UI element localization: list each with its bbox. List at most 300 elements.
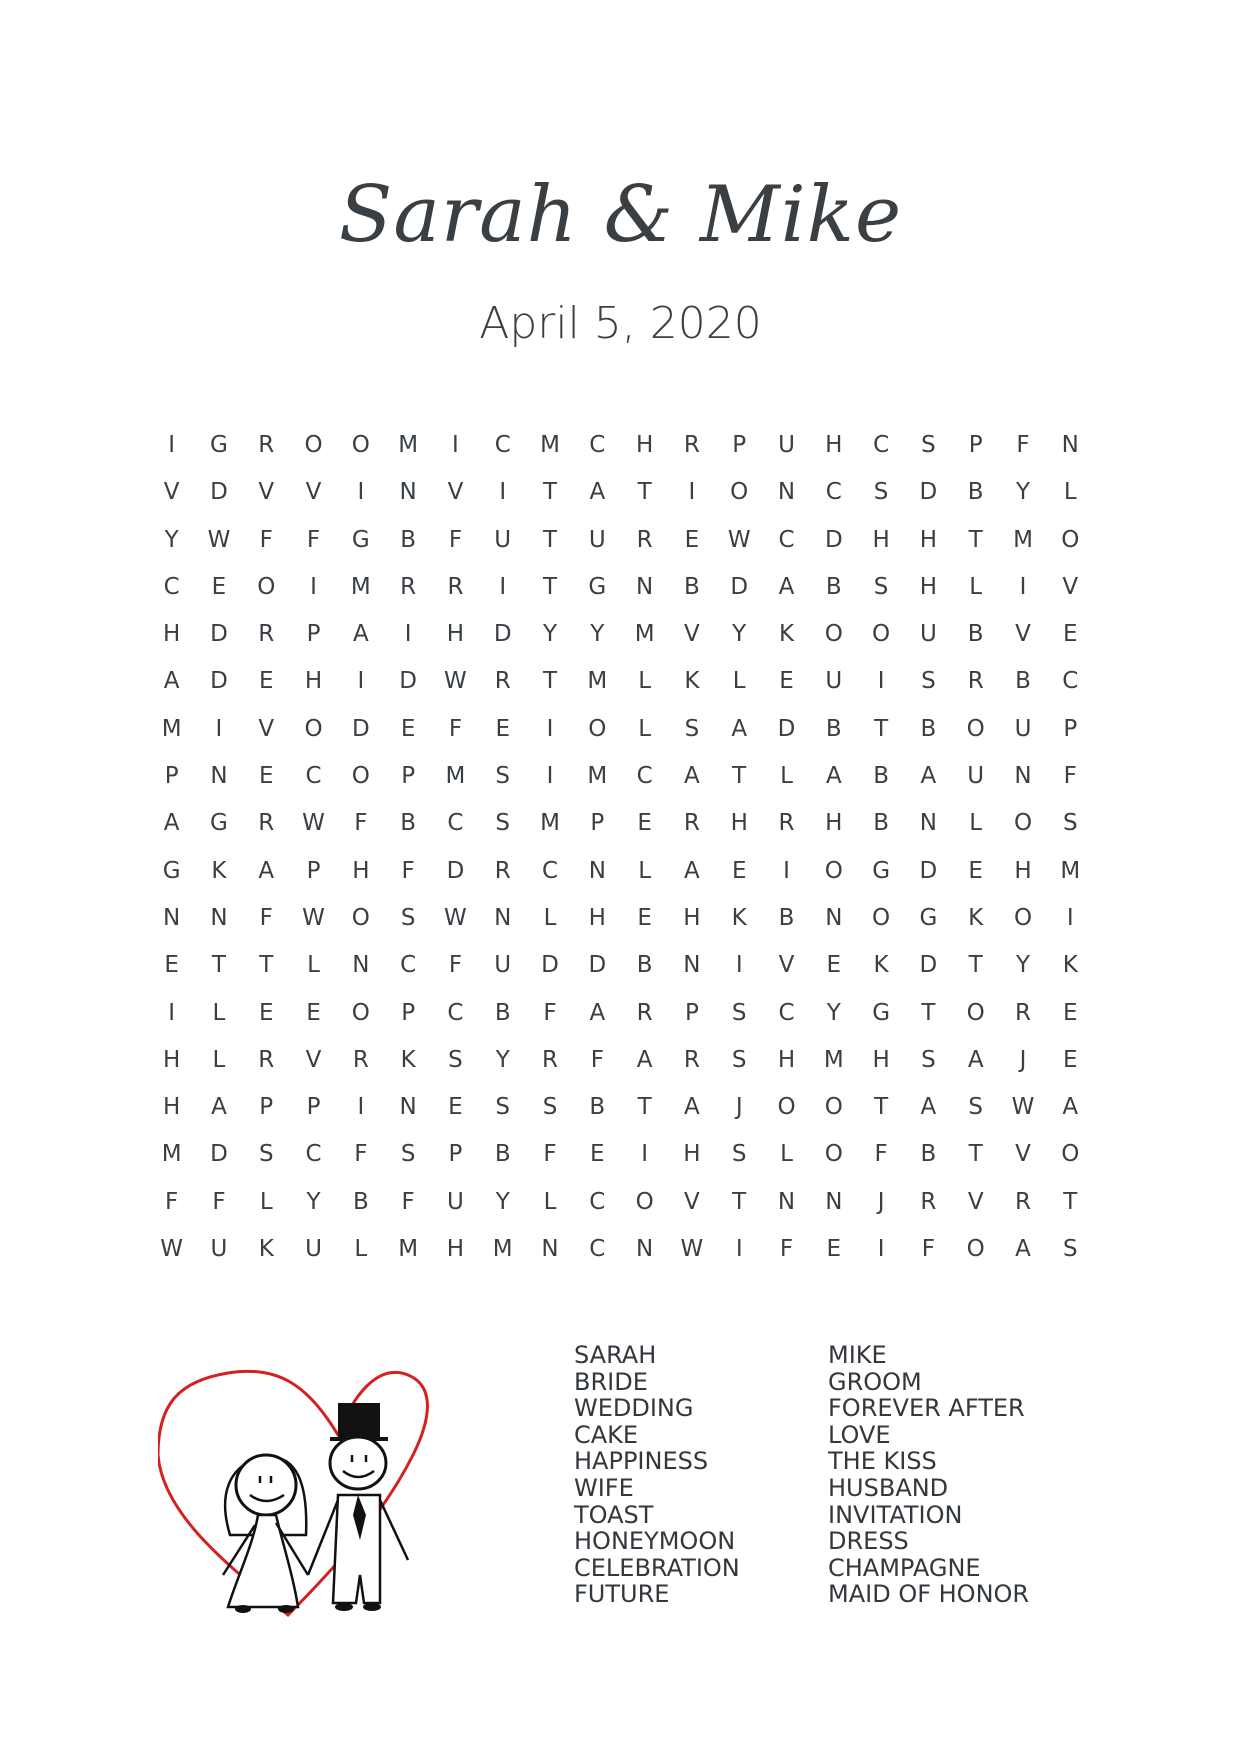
grid-letter: V bbox=[1015, 621, 1031, 648]
grid-letter: D bbox=[919, 479, 938, 506]
grid-letter: H bbox=[825, 810, 843, 837]
grid-letter: V bbox=[447, 479, 464, 506]
grid-letter: R bbox=[542, 1046, 559, 1073]
grid-letter: I bbox=[877, 668, 885, 695]
grid-letter: N bbox=[399, 479, 417, 506]
grid-letter: E bbox=[826, 952, 842, 979]
grid-letter: K bbox=[211, 857, 227, 884]
grid-letter: G bbox=[872, 857, 891, 884]
grid-letter: U bbox=[825, 668, 843, 695]
grid-letter: O bbox=[588, 715, 607, 742]
grid-letter: C bbox=[447, 810, 464, 837]
word-list-item: INVITATION bbox=[828, 1500, 963, 1529]
grid-letter: E bbox=[258, 763, 274, 790]
grid-letter: I bbox=[1066, 904, 1074, 931]
grid-letter: B bbox=[873, 810, 889, 837]
grid-letter: U bbox=[210, 1236, 228, 1263]
grid-letter: K bbox=[968, 904, 984, 931]
grid-letter: A bbox=[825, 763, 842, 790]
grid-letter: N bbox=[399, 1094, 417, 1121]
grid-letter: O bbox=[304, 432, 323, 458]
grid-letter: R bbox=[683, 432, 700, 458]
grid-letter: E bbox=[779, 668, 794, 695]
grid-letter: P bbox=[306, 857, 321, 884]
grid-letter: U bbox=[588, 526, 606, 553]
grid-letter: Y bbox=[1015, 479, 1031, 506]
grid-letter: H bbox=[1014, 857, 1032, 884]
grid-letter: D bbox=[493, 621, 512, 648]
grid-letter: E bbox=[637, 904, 652, 931]
grid-letter: O bbox=[872, 904, 891, 931]
grid-letter: N bbox=[163, 904, 181, 931]
grid-letter: T bbox=[921, 999, 936, 1026]
grid-letter: O bbox=[872, 621, 891, 648]
grid-letter: N bbox=[352, 952, 370, 979]
grid-letter: I bbox=[735, 1236, 743, 1263]
grid-letter: F bbox=[921, 1236, 936, 1263]
grid-letter: F bbox=[874, 1141, 888, 1168]
grid-letter: O bbox=[351, 904, 370, 931]
grid-letter: R bbox=[258, 621, 275, 648]
grid-letter: V bbox=[684, 1188, 700, 1215]
grid-letter: N bbox=[588, 857, 606, 884]
grid-letter: E bbox=[258, 999, 274, 1026]
grid-letter: C bbox=[778, 999, 795, 1026]
grid-letter: P bbox=[306, 621, 321, 648]
grid-letter: G bbox=[919, 904, 938, 931]
grid-letter: A bbox=[636, 1046, 653, 1073]
grid-letter: U bbox=[967, 763, 985, 790]
grid-letter: V bbox=[967, 1188, 984, 1215]
grid-letter: C bbox=[825, 479, 842, 506]
grid-letter: C bbox=[589, 1236, 606, 1263]
grid-letter: K bbox=[258, 1236, 274, 1263]
grid-letter: I bbox=[215, 715, 223, 742]
grid-letter: O bbox=[1061, 526, 1080, 553]
grid-letter: D bbox=[210, 621, 228, 648]
grid-letter: U bbox=[305, 1236, 322, 1263]
grid-letter: P bbox=[448, 1141, 463, 1168]
grid-letter: R bbox=[1015, 1188, 1031, 1215]
grid-letter: L bbox=[354, 1236, 368, 1263]
grid-letter: M bbox=[445, 763, 466, 790]
grid-letter: U bbox=[447, 1188, 464, 1215]
grid-letter: M bbox=[1013, 526, 1033, 553]
grid-letter: T bbox=[542, 573, 558, 600]
grid-letter: B bbox=[400, 526, 417, 553]
grid-letter: E bbox=[590, 1141, 605, 1168]
grid-letter: D bbox=[210, 1141, 228, 1168]
grid-letter: F bbox=[448, 952, 463, 979]
grid-letter: I bbox=[1019, 573, 1027, 600]
grid-letter: A bbox=[778, 573, 795, 600]
grid-letter: O bbox=[304, 715, 323, 742]
grid-letter: B bbox=[352, 1188, 369, 1215]
grid-letter: Y bbox=[306, 1188, 321, 1215]
grid-letter: O bbox=[1013, 904, 1033, 931]
grid-letter: R bbox=[967, 668, 984, 695]
grid-letter: R bbox=[400, 573, 417, 600]
word-search-grid bbox=[148, 430, 1094, 1281]
grid-letter: A bbox=[163, 810, 180, 837]
grid-letter: T bbox=[732, 763, 747, 790]
grid-letter: F bbox=[306, 526, 321, 553]
grid-letter: W bbox=[680, 1236, 704, 1263]
word-list-item: DRESS bbox=[828, 1527, 909, 1556]
grid-letter: C bbox=[778, 526, 795, 553]
grid-letter: H bbox=[588, 904, 606, 931]
grid-letter: B bbox=[494, 1141, 511, 1168]
grid-letter: S bbox=[731, 1046, 747, 1073]
grid-letter: K bbox=[731, 904, 747, 931]
grid-letter: V bbox=[258, 715, 275, 742]
grid-letter: F bbox=[1063, 763, 1077, 790]
grid-letter: S bbox=[873, 479, 889, 506]
grid-letter: B bbox=[873, 763, 889, 790]
grid-letter: L bbox=[969, 573, 983, 600]
grid-letter: N bbox=[210, 904, 228, 931]
grid-letter: R bbox=[683, 810, 700, 837]
grid-letter: N bbox=[825, 1188, 843, 1215]
word-list-item: CHAMPAGNE bbox=[828, 1553, 981, 1582]
grid-letter: O bbox=[777, 1094, 796, 1121]
grid-letter: U bbox=[919, 621, 937, 648]
grid-letter: H bbox=[163, 1094, 181, 1121]
grid-letter: E bbox=[258, 668, 274, 695]
grid-letter: L bbox=[212, 999, 226, 1026]
grid-letter: L bbox=[543, 904, 557, 931]
grid-letter: I bbox=[641, 1141, 649, 1168]
grid-letter: N bbox=[1014, 763, 1032, 790]
grid-letter: F bbox=[448, 715, 463, 742]
grid-letter: E bbox=[1063, 1046, 1078, 1073]
grid-letter: I bbox=[310, 573, 317, 600]
grid-letter: B bbox=[778, 904, 795, 931]
grid-letter: L bbox=[307, 952, 320, 979]
word-list-item: HAPPINESS bbox=[574, 1447, 709, 1476]
grid-letter: Y bbox=[590, 621, 605, 648]
grid-letter: W bbox=[1011, 1094, 1035, 1121]
grid-letter: F bbox=[212, 1188, 226, 1215]
grid-letter: A bbox=[684, 857, 700, 884]
grid-letter: R bbox=[494, 668, 511, 695]
grid-letter: S bbox=[731, 1141, 747, 1168]
grid-letter: S bbox=[400, 904, 416, 931]
grid-letter: H bbox=[446, 621, 465, 648]
grid-letter: J bbox=[877, 1188, 885, 1215]
grid-letter: A bbox=[967, 1046, 984, 1073]
grid-letter: F bbox=[590, 1046, 604, 1073]
grid-letter: V bbox=[1062, 573, 1079, 600]
grid-letter: B bbox=[825, 715, 842, 742]
grid-letter: H bbox=[446, 1236, 465, 1263]
grid-letter: I bbox=[688, 479, 696, 506]
grid-letter: F bbox=[543, 999, 557, 1026]
grid-letter: S bbox=[1062, 1236, 1078, 1263]
grid-letter: S bbox=[400, 1141, 416, 1168]
grid-letter: B bbox=[494, 999, 511, 1026]
grid-letter: D bbox=[351, 715, 370, 742]
grid-letter: H bbox=[304, 668, 323, 695]
grid-letter: R bbox=[636, 999, 653, 1026]
grid-letter: F bbox=[259, 904, 273, 931]
word-list-column-1 bbox=[574, 1342, 740, 1608]
grid-letter: V bbox=[163, 479, 180, 506]
grid-letter: T bbox=[542, 479, 558, 506]
grid-letter: C bbox=[494, 432, 511, 458]
grid-letter: E bbox=[1063, 621, 1078, 648]
grid-letter: R bbox=[258, 810, 275, 837]
grid-letter: Y bbox=[732, 621, 747, 648]
grid-letter: H bbox=[683, 904, 701, 931]
grid-letter: D bbox=[919, 952, 938, 979]
grid-letter: W bbox=[302, 810, 325, 837]
grid-letter: V bbox=[305, 479, 322, 506]
grid-letter: C bbox=[305, 763, 322, 790]
grid-letter: U bbox=[494, 526, 512, 553]
grid-letter: H bbox=[872, 526, 890, 553]
grid-letter: S bbox=[1062, 810, 1078, 837]
grid-letter: E bbox=[1063, 999, 1078, 1026]
grid-letter: O bbox=[824, 621, 843, 648]
grid-letter: R bbox=[920, 1188, 937, 1215]
grid-letter: O bbox=[966, 715, 985, 742]
grid-letter: O bbox=[824, 857, 843, 884]
grid-letter: L bbox=[780, 1141, 793, 1168]
grid-letter: D bbox=[210, 479, 228, 506]
grid-letter: P bbox=[401, 999, 416, 1026]
grid-letter: R bbox=[683, 1046, 700, 1073]
grid-letter: M bbox=[161, 715, 182, 742]
grid-letter: M bbox=[587, 763, 608, 790]
grid-letter: B bbox=[920, 1141, 937, 1168]
grid-letter: I bbox=[877, 1236, 885, 1263]
grid-letter: E bbox=[684, 526, 700, 553]
grid-letter: L bbox=[732, 668, 746, 695]
event-date: April 5, 2020 bbox=[479, 298, 762, 349]
grid-letter: S bbox=[921, 1046, 936, 1073]
grid-letter: B bbox=[400, 810, 417, 837]
grid-letter: F bbox=[401, 1188, 415, 1215]
grid-letter: D bbox=[919, 857, 938, 884]
grid-letter: L bbox=[969, 810, 983, 837]
grid-letter: W bbox=[207, 526, 231, 553]
grid-letter: V bbox=[684, 621, 700, 648]
grid-letter: E bbox=[400, 715, 416, 742]
grid-letter: K bbox=[778, 621, 795, 648]
grid-letter: P bbox=[732, 432, 747, 458]
grid-letter: T bbox=[637, 1094, 652, 1121]
grid-letter: F bbox=[1016, 432, 1030, 458]
grid-letter: O bbox=[824, 1141, 843, 1168]
grid-letter: B bbox=[825, 573, 842, 600]
grid-letter: N bbox=[210, 763, 228, 790]
grid-letter: I bbox=[452, 432, 459, 458]
grid-letter: H bbox=[163, 621, 181, 648]
grid-letter: R bbox=[494, 857, 511, 884]
grid-letter: R bbox=[636, 526, 653, 553]
grid-letter: A bbox=[589, 479, 606, 506]
grid-letter: A bbox=[258, 857, 275, 884]
grid-letter: I bbox=[546, 763, 554, 790]
grid-letter: R bbox=[352, 1046, 369, 1073]
grid-letter: G bbox=[588, 573, 607, 600]
grid-letter: H bbox=[163, 1046, 181, 1073]
grid-letter: D bbox=[541, 952, 559, 979]
grid-letter: F bbox=[401, 857, 415, 884]
grid-letter: D bbox=[730, 573, 749, 600]
grid-letter: I bbox=[735, 952, 743, 979]
grid-letter: G bbox=[210, 432, 228, 458]
grid-letter: B bbox=[967, 621, 984, 648]
grid-letter: H bbox=[352, 857, 370, 884]
grid-letter: S bbox=[495, 763, 511, 790]
grid-letter: T bbox=[542, 668, 558, 695]
grid-letter: C bbox=[589, 432, 606, 458]
grid-letter: N bbox=[919, 810, 937, 837]
grid-letter: C bbox=[163, 573, 180, 600]
grid-letter: S bbox=[731, 999, 747, 1026]
grid-letter: W bbox=[444, 668, 467, 695]
grid-letter: H bbox=[919, 526, 938, 553]
grid-letter: O bbox=[351, 432, 370, 458]
grid-letter: N bbox=[494, 904, 512, 931]
word-list-item: HONEYMOON bbox=[574, 1527, 736, 1556]
grid-letter: E bbox=[306, 999, 321, 1026]
grid-letter: C bbox=[636, 763, 653, 790]
grid-letter: N bbox=[777, 1188, 796, 1215]
grid-letter: B bbox=[920, 715, 937, 742]
grid-letter: D bbox=[210, 668, 228, 695]
grid-letter: Y bbox=[1015, 952, 1031, 979]
grid-letter: N bbox=[541, 1236, 559, 1263]
grid-letter: F bbox=[448, 526, 463, 553]
grid-letter: O bbox=[966, 999, 985, 1026]
grid-letter: S bbox=[921, 432, 936, 458]
grid-letter: Y bbox=[542, 621, 558, 648]
grid-letter: Y bbox=[495, 1188, 510, 1215]
grid-letter: P bbox=[164, 763, 179, 790]
grid-letter: B bbox=[1015, 668, 1031, 695]
grid-letter: H bbox=[635, 432, 654, 458]
grid-letter: T bbox=[1063, 1188, 1078, 1215]
grid-letter: E bbox=[826, 1236, 842, 1263]
grid-letter: G bbox=[210, 810, 228, 837]
grid-letter: T bbox=[968, 526, 983, 553]
grid-letter: G bbox=[872, 999, 891, 1026]
grid-letter: T bbox=[637, 479, 652, 506]
grid-letter: D bbox=[824, 526, 843, 553]
grid-letter: O bbox=[1061, 1141, 1080, 1168]
grid-letter: A bbox=[352, 621, 369, 648]
grid-letter: M bbox=[540, 810, 560, 837]
grid-letter: R bbox=[1015, 999, 1031, 1026]
word-list-item: CAKE bbox=[574, 1420, 639, 1449]
grid-letter: J bbox=[735, 1094, 743, 1121]
grid-letter: O bbox=[730, 479, 749, 506]
word-list-item: WEDDING bbox=[574, 1394, 694, 1423]
word-list-item: GROOM bbox=[828, 1367, 922, 1396]
word-list-item: THE KISS bbox=[828, 1447, 937, 1476]
grid-letter: L bbox=[638, 857, 652, 884]
grid-letter: L bbox=[1063, 479, 1077, 506]
grid-letter: B bbox=[967, 479, 984, 506]
grid-letter: P bbox=[401, 763, 416, 790]
grid-letter: C bbox=[541, 857, 559, 884]
grid-letter: H bbox=[777, 1046, 796, 1073]
grid-letter: M bbox=[1060, 857, 1081, 884]
grid-letter: S bbox=[448, 1046, 463, 1073]
grid-letter: N bbox=[1061, 432, 1079, 458]
grid-letter: S bbox=[873, 573, 889, 600]
grid-letter: T bbox=[968, 952, 983, 979]
grid-letter: N bbox=[636, 573, 654, 600]
grid-letter: L bbox=[259, 1188, 273, 1215]
grid-letter: I bbox=[499, 573, 507, 600]
grid-letter: K bbox=[400, 1046, 416, 1073]
grid-letter: T bbox=[542, 526, 558, 553]
grid-letter: O bbox=[966, 1236, 985, 1263]
grid-letter: E bbox=[731, 857, 747, 884]
grid-letter: K bbox=[684, 668, 700, 695]
grid-letter: R bbox=[258, 432, 275, 458]
grid-letter: W bbox=[302, 904, 325, 931]
grid-letter: G bbox=[351, 526, 370, 553]
grid-letter: E bbox=[164, 952, 179, 979]
page-title: Sarah & Mike bbox=[338, 170, 903, 260]
grid-letter: S bbox=[542, 1094, 558, 1121]
grid-letter: E bbox=[448, 1094, 463, 1121]
grid-letter: H bbox=[872, 1046, 890, 1073]
grid-letter: M bbox=[492, 1236, 513, 1263]
grid-letter: M bbox=[398, 432, 419, 458]
grid-letter: V bbox=[1015, 1141, 1031, 1168]
grid-letter: E bbox=[495, 715, 510, 742]
grid-letter: W bbox=[444, 904, 467, 931]
grid-letter: A bbox=[684, 763, 700, 790]
grid-letter: T bbox=[874, 715, 889, 742]
grid-letter: N bbox=[683, 952, 701, 979]
grid-letter: D bbox=[588, 952, 607, 979]
grid-letter: S bbox=[258, 1141, 274, 1168]
grid-letter: U bbox=[1014, 715, 1032, 742]
grid-letter: F bbox=[354, 1141, 368, 1168]
word-list-item: FUTURE bbox=[574, 1580, 670, 1609]
grid-letter: E bbox=[968, 857, 983, 884]
grid-letter: A bbox=[589, 999, 606, 1026]
grid-letter: C bbox=[1062, 668, 1079, 695]
grid-letter: C bbox=[589, 1188, 606, 1215]
word-list-item: BRIDE bbox=[574, 1367, 648, 1396]
word-list-item: MAID OF HONOR bbox=[828, 1580, 1030, 1609]
grid-letter: M bbox=[161, 1141, 182, 1168]
grid-letter: I bbox=[546, 715, 554, 742]
grid-letter: U bbox=[778, 432, 795, 458]
grid-letter: H bbox=[919, 573, 938, 600]
grid-letter: M bbox=[540, 432, 560, 458]
grid-letter: A bbox=[920, 1094, 937, 1121]
grid-letter: O bbox=[257, 573, 276, 600]
grid-letter: R bbox=[258, 1046, 275, 1073]
grid-letter: M bbox=[350, 573, 371, 600]
grid-letter: H bbox=[683, 1141, 701, 1168]
grid-letter: O bbox=[351, 763, 370, 790]
grid-letter: D bbox=[777, 715, 796, 742]
grid-letter: N bbox=[825, 904, 843, 931]
grid-letter: I bbox=[357, 479, 365, 506]
grid-letter: N bbox=[777, 479, 796, 506]
grid-letter: E bbox=[211, 573, 227, 600]
